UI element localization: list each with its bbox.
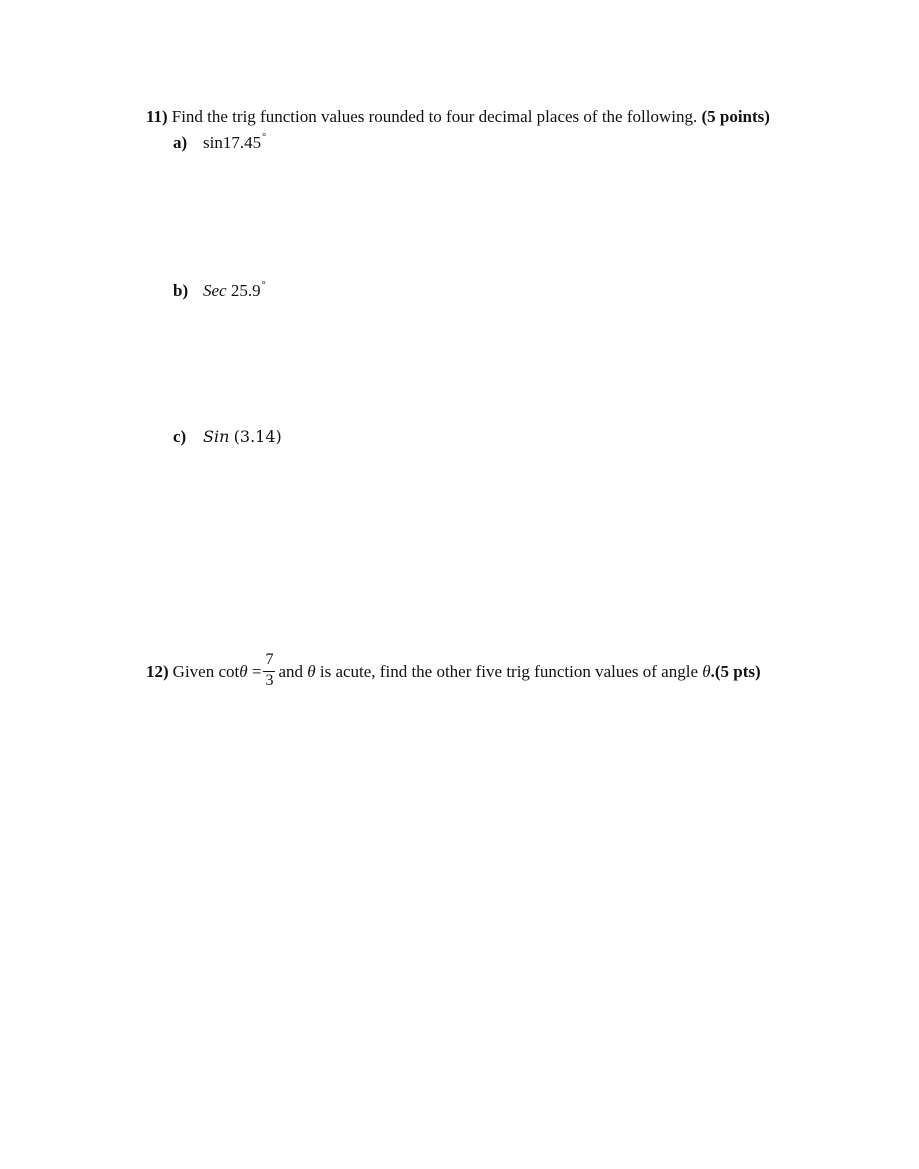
theta-symbol: θ (239, 662, 248, 681)
question-11 (146, 108, 770, 125)
theta-symbol: θ (702, 662, 711, 681)
question-points: (5 pts) (714, 662, 761, 681)
question-text: Find the trig function values rounded to four decimal places of the following. (171, 107, 698, 126)
fraction (262, 651, 276, 689)
part-argument: (3.14) (233, 427, 282, 446)
degree-symbol: ° (262, 132, 267, 143)
part-argument: 25.9 (230, 281, 261, 300)
part-function: Sin (203, 427, 230, 446)
given-word: Given (172, 662, 215, 681)
question-text: is acute, find the other five trig function values of angle (319, 662, 698, 681)
part-label: a) (173, 133, 188, 152)
fraction-numerator: 7 (265, 651, 274, 668)
degree-symbol: ° (261, 280, 266, 291)
question-points: (5 points) (701, 107, 770, 126)
part-argument: 17.45 (222, 133, 262, 152)
and-word: and (278, 662, 303, 681)
part-function: Sec (203, 281, 227, 300)
question-number: 12) (146, 662, 169, 681)
equals-sign: = (251, 662, 262, 681)
period: . (710, 662, 715, 681)
theta-symbol: θ (307, 662, 316, 681)
part-label: b) (173, 281, 189, 300)
part-c (173, 428, 282, 445)
part-label: c) (173, 427, 187, 446)
question-number: 11) (146, 107, 168, 126)
part-a (173, 133, 266, 151)
part-b (173, 281, 266, 299)
question-12 (146, 651, 761, 689)
part-function: sin (203, 133, 223, 152)
cot-function: cot (218, 662, 240, 681)
fraction-denominator: 3 (265, 672, 274, 689)
